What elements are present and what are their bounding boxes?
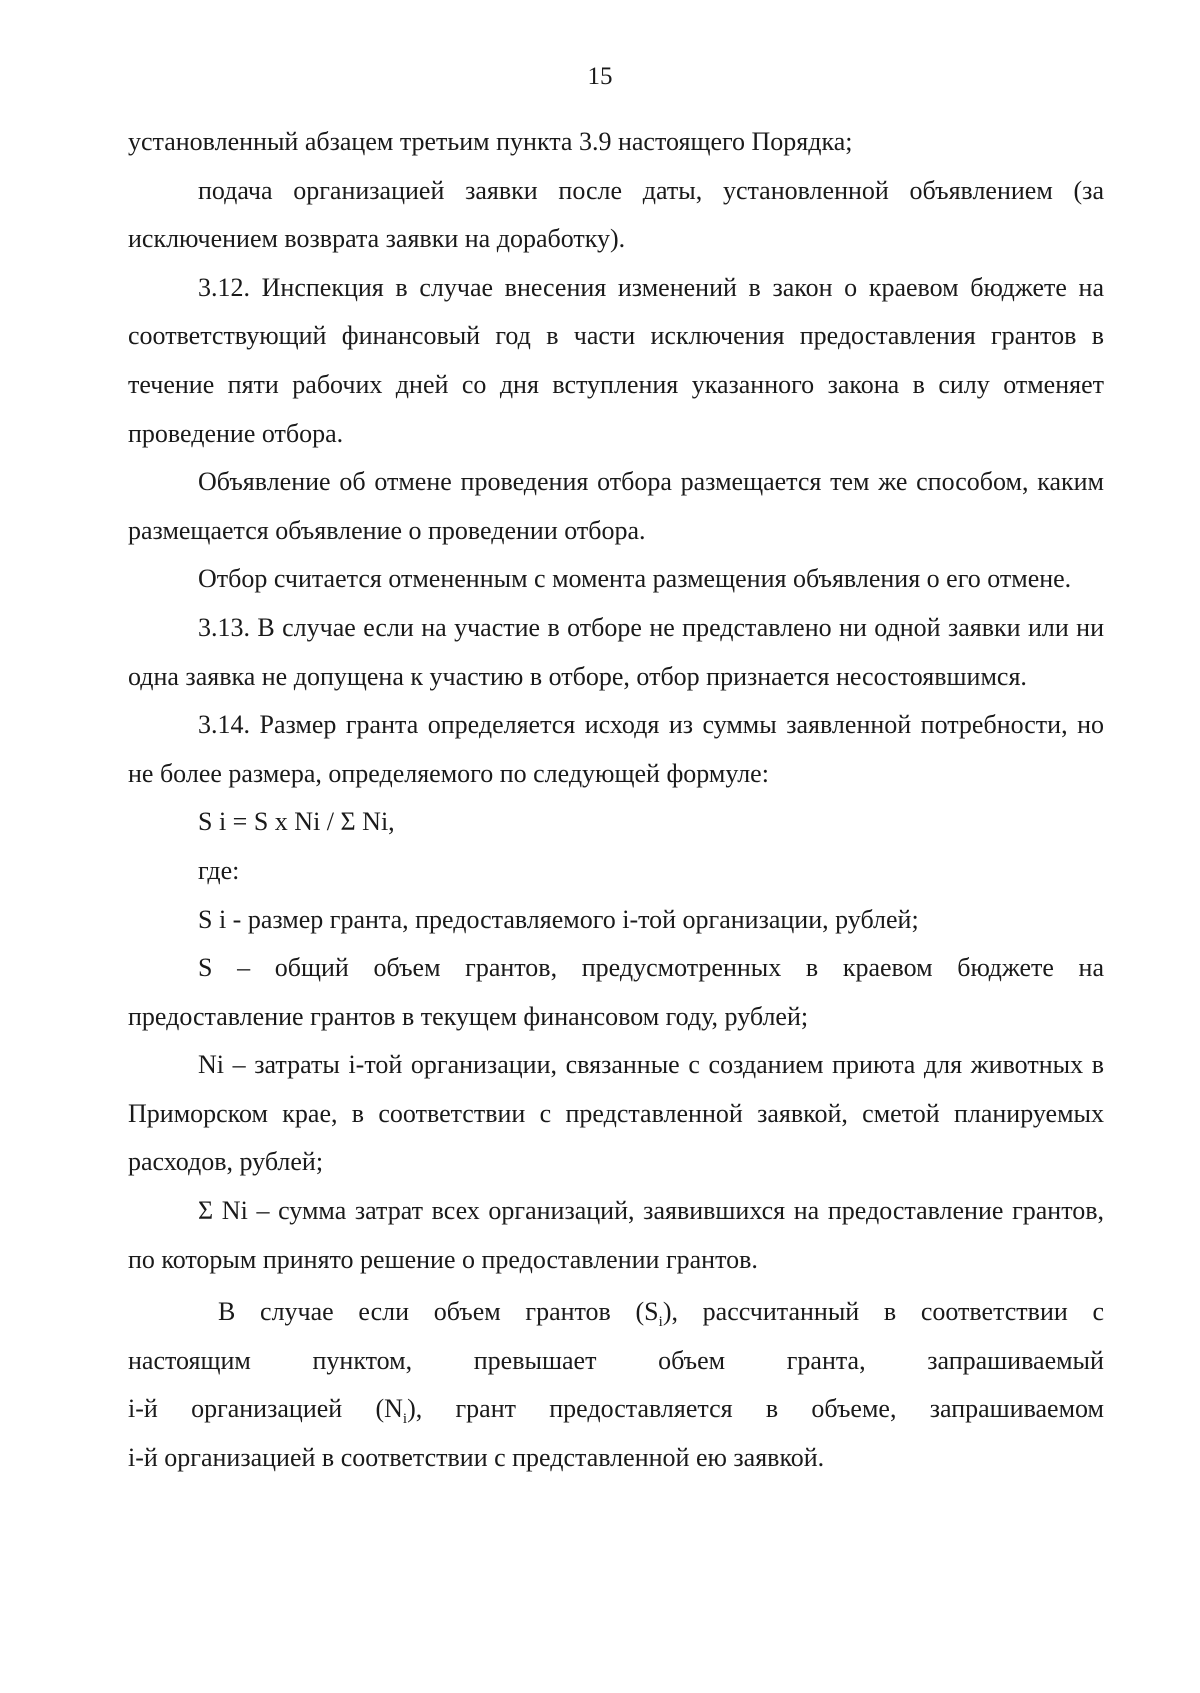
definition-sum-ni: Σ Ni – сумма затрат всех организаций, заявившихся на предоставление грантов, по которым принято решение о предоставлении грантов. [128, 1196, 1104, 1274]
paragraph-application-deadline: подача организацией заявки после даты, установленной объявлением (за исключением возврата заявки на доработку). [128, 175, 1104, 254]
grant-limit-text-3a: i-й организацией (N [128, 1394, 403, 1424]
definition-s: S – общий объем грантов, предусмотренных в краевом бюджете на предоставление грантов в текущем финансовом году, рублей; [128, 953, 1104, 1031]
grant-limit-sub-3: i [402, 1411, 408, 1428]
paragraph-cancellation-effective: Отбор считается отмененным с момента размещения объявления о его отмене. [198, 564, 1072, 594]
grant-limit-word: превышает [473, 1345, 597, 1375]
grant-limit-word: настоящим [128, 1345, 251, 1375]
page-number: 15 [587, 63, 613, 90]
grant-formula: S i = S x Ni / Σ Ni, [198, 807, 395, 837]
grant-limit-text-1a: В случае если объем грантов (S [218, 1297, 659, 1327]
formula-where-label: где: [198, 855, 240, 885]
paragraph-grant-limit [128, 1288, 1104, 1482]
grant-limit-sub-1: i [658, 1314, 663, 1331]
definition-ni: Ni – затраты i-той организации, связанные с созданием приюта для животных в Приморском крае, в соответствии с представленной заявкой, сметой планируемых расходов, рублей; [128, 1050, 1104, 1177]
grant-limit-word: объем [658, 1345, 726, 1375]
grant-limit-line-2 [128, 1337, 1104, 1386]
grant-limit-line-4: i-й организацией в соответствии с представленной ею заявкой. [128, 1443, 825, 1473]
definition-si: S i - размер гранта, предоставляемого i-той организации, рублей; [198, 904, 919, 934]
grant-limit-line-1 [128, 1288, 1104, 1337]
paragraph-cancellation-notice: Объявление об отмене проведения отбора размещается тем же способом, каким размещается объявление о проведении отбора. [128, 467, 1104, 545]
grant-limit-text-1b: ), рассчитанный в соответствии с [662, 1297, 1105, 1327]
grant-limit-word: пунктом, [312, 1345, 413, 1375]
grant-limit-word: гранта, [786, 1345, 866, 1375]
paragraph-3-12: 3.12. Инспекция в случае внесения изменений в закон о краевом бюджете на соответствующий финансовый год в части исключения предоставления грантов в течение пяти рабочих дней со дня вступления указанного закона в силу отменяет проведение отбора. [128, 272, 1104, 448]
grant-limit-line-3 [128, 1385, 1104, 1434]
paragraph-3-14: 3.14. Размер гранта определяется исходя из суммы заявленной потребности, но не более размера, определяемого по следующей формуле: [128, 710, 1104, 788]
grant-limit-text-3b: ), грант предоставляется в объеме, запрашиваемом [407, 1394, 1105, 1424]
paragraph-3-13: 3.13. В случае если на участие в отборе не представлено ни одной заявки или ни одна заявка не допущена к участию в отборе, отбор признается несостоявшимся. [128, 612, 1104, 691]
document-body [128, 118, 1104, 1483]
grant-limit-word: запрашиваемый [927, 1345, 1104, 1375]
paragraph-continuation: установленный абзацем третьим пункта 3.9 настоящего Порядка; [128, 127, 853, 156]
